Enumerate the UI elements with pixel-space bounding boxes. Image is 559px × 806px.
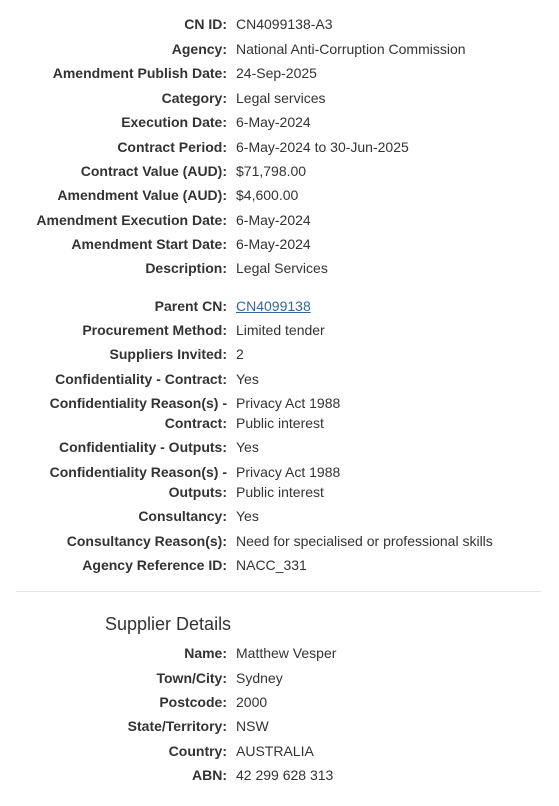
field-value: 2000 <box>236 694 268 710</box>
field-value: CN4099138-A3 <box>236 16 333 32</box>
field-label: Agency: <box>171 41 227 57</box>
field-label: Procurement Method: <box>82 322 227 338</box>
field-label: Suppliers Invited: <box>109 346 227 362</box>
field-value: 6-May-2024 <box>236 114 311 130</box>
field-value: $4,600.00 <box>236 187 299 203</box>
field-label: Name: <box>184 645 227 661</box>
supplier-details-heading: Supplier Details <box>105 614 232 634</box>
field-label: CN ID: <box>184 16 227 32</box>
field-value: National Anti-Corruption Commission <box>236 41 466 57</box>
field-value: 42 299 628 313 <box>236 767 334 783</box>
parent-cn-link[interactable]: CN4099138 <box>236 298 311 314</box>
field-value: Sydney <box>236 670 283 686</box>
field-label: Consultancy Reason(s): <box>66 533 227 549</box>
field-value: Yes <box>236 508 259 524</box>
field-value: 24-Sep-2025 <box>236 65 317 81</box>
field-value: Legal Services <box>236 260 328 276</box>
field-value: 6-May-2024 to 30-Jun-2025 <box>236 139 409 155</box>
field-label: Amendment Start Date: <box>71 236 227 252</box>
field-value: Need for specialised or professional skills <box>236 533 493 549</box>
field-label: Country: <box>168 743 227 759</box>
field-label: Description: <box>145 260 227 276</box>
field-value: Privacy Act 1988 Public interest <box>236 464 341 500</box>
field-label: Town/City: <box>156 670 227 686</box>
field-label: State/Territory: <box>127 718 227 734</box>
field-value: Matthew Vesper <box>236 645 337 661</box>
field-label: Execution Date: <box>121 114 227 130</box>
field-value: 6-May-2024 <box>236 236 311 252</box>
field-label: Amendment Publish Date: <box>52 65 227 81</box>
field-label: Contract Period: <box>117 139 227 155</box>
field-label: Confidentiality - Contract: <box>55 371 227 387</box>
section-divider <box>16 591 541 592</box>
field-label: Postcode: <box>159 694 227 710</box>
field-label: Agency Reference ID: <box>82 557 227 573</box>
field-label: Confidentiality Reason(s) - Contract: <box>49 395 227 431</box>
field-value: NSW <box>236 718 269 734</box>
field-value: Yes <box>236 371 259 387</box>
field-label: Confidentiality Reason(s) - Outputs: <box>49 464 227 500</box>
field-value: Limited tender <box>236 322 325 338</box>
field-label: Contract Value (AUD): <box>80 163 227 179</box>
field-value: 2 <box>236 346 244 362</box>
field-value: 6-May-2024 <box>236 212 311 228</box>
field-value: Yes <box>236 439 259 455</box>
field-value: Legal services <box>236 90 326 106</box>
field-value: NACC_331 <box>236 557 307 573</box>
field-value: Privacy Act 1988 Public interest <box>236 395 341 431</box>
field-value: $71,798.00 <box>236 163 307 179</box>
field-label: Confidentiality - Outputs: <box>59 439 227 455</box>
field-value <box>236 296 556 316</box>
field-label: Parent CN: <box>154 298 227 314</box>
field-label: Amendment Value (AUD): <box>57 187 227 203</box>
field-label: ABN: <box>192 767 227 783</box>
field-label: Category: <box>161 90 227 106</box>
field-label: Consultancy: <box>138 508 227 524</box>
field-label: Amendment Execution Date: <box>36 212 227 228</box>
field-value: AUSTRALIA <box>236 743 314 759</box>
